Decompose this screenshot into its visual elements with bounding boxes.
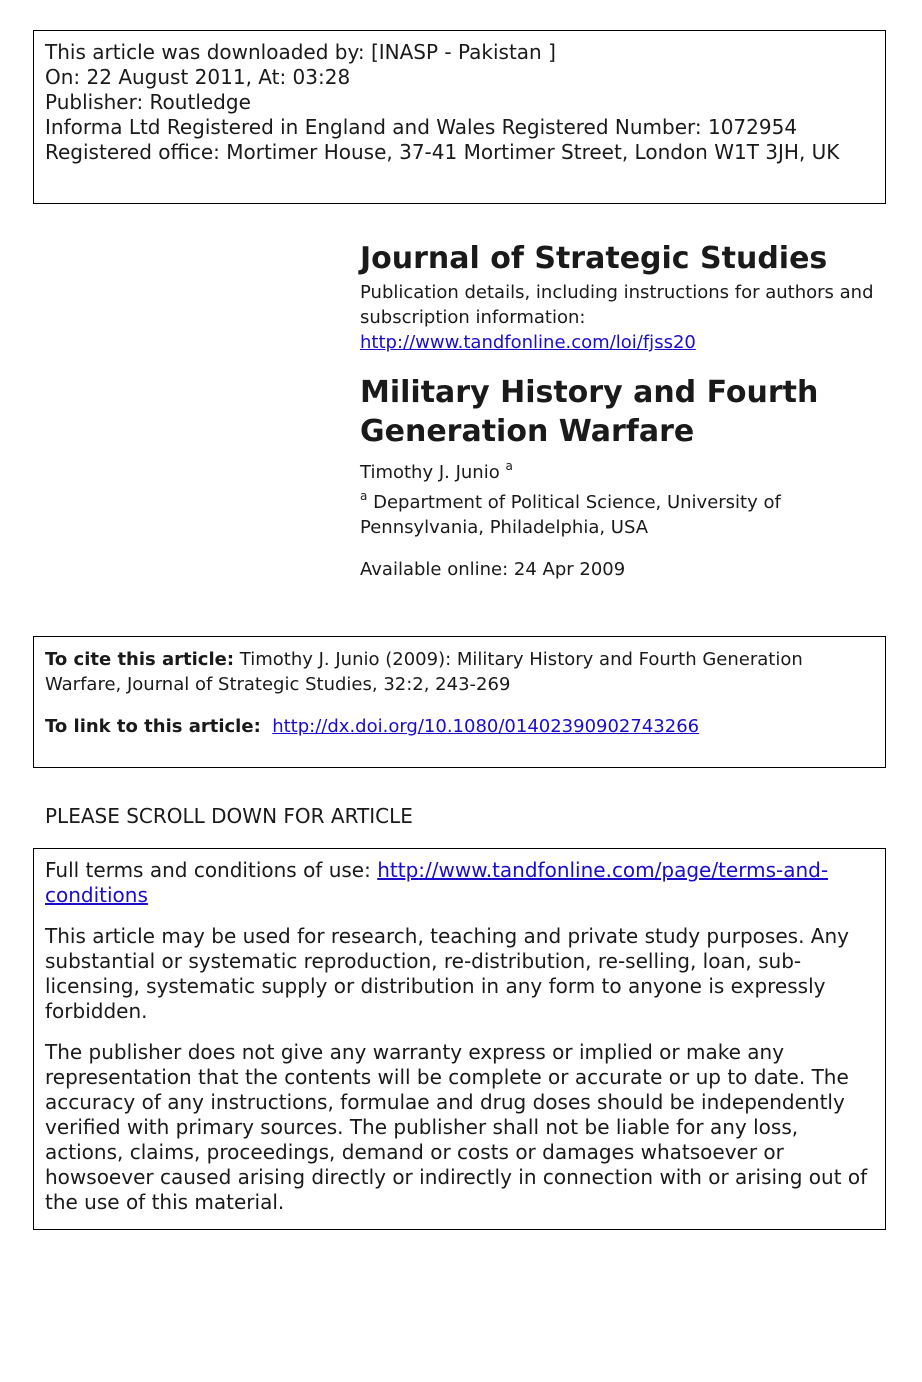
journal-title: Journal of Strategic Studies — [360, 241, 828, 276]
cite-row — [45, 647, 874, 697]
publication-details-text: Publication details, including instructions for authors and subscription information: — [360, 282, 874, 328]
affiliation — [360, 490, 880, 540]
available-online: Available online: 24 Apr 2009 — [360, 559, 626, 580]
terms-usage-paragraph: This article may be used for research, teaching and private study purposes. Any substantial or systematic reproduction, re-distribution, re-selling, loan, sub-licensing, systematic supply or distribution in any form to anyone is expressly forbidden. — [45, 924, 849, 1023]
terms-warranty-paragraph: The publisher does not give any warranty express or implied or make any representation that the contents will be complete or accurate or up to date. The accuracy of any instructions, formulae and drug doses should be independently verified with primary sources. The publisher shall not be liable for any loss, actions, claims, proceedings, demand or costs or damages whatsoever or howsoever caused arising directly or indirectly in connection with or arising out of the use of this material. — [45, 1040, 868, 1214]
download-line-publisher: Publisher: Routledge — [45, 90, 251, 114]
terms-intro-text: Full terms and conditions of use: — [45, 858, 371, 882]
terms-box — [33, 848, 886, 1230]
article-link-label: To link to this article: — [45, 716, 261, 737]
citation-box — [33, 636, 886, 768]
cite-label: To cite this article: — [45, 649, 235, 670]
affiliation-marker: a — [360, 489, 368, 503]
article-title: Military History and Fourth Generation Warfare — [360, 375, 819, 449]
journal-block — [360, 240, 880, 582]
cite-text: Timothy J. Junio (2009): Military History and Fourth Generation Warfare, Journal of Strategic Studies, 32:2, 243-269 — [45, 649, 803, 695]
terms-intro — [45, 858, 874, 908]
scroll-notice: PLEASE SCROLL DOWN FOR ARTICLE — [45, 804, 413, 828]
download-line-registration: Informa Ltd Registered in England and Wales Registered Number: 1072954 — [45, 115, 798, 139]
author-name: Timothy J. Junio — [360, 462, 500, 483]
author-affiliation-marker: a — [505, 459, 513, 473]
article-link-row — [45, 714, 874, 739]
doi-link[interactable]: http://dx.doi.org/10.1080/01402390902743266 — [272, 716, 700, 737]
journal-url-link[interactable]: http://www.tandfonline.com/loi/fjss20 — [360, 332, 696, 353]
download-line-downloaded-by: This article was downloaded by: [INASP - Pakistan ] — [45, 40, 556, 64]
author — [360, 460, 880, 485]
download-info-box — [33, 30, 886, 204]
terms-url-link[interactable]: http://www.tandfonline.com/page/terms-and-conditions — [45, 858, 829, 907]
download-line-date: On: 22 August 2011, At: 03:28 — [45, 65, 351, 89]
download-line-office: Registered office: Mortimer House, 37-41 Mortimer Street, London W1T 3JH, UK — [45, 140, 840, 164]
publication-details — [360, 280, 880, 355]
affiliation-text: Department of Political Science, University of Pennsylvania, Philadelphia, USA — [360, 492, 781, 538]
